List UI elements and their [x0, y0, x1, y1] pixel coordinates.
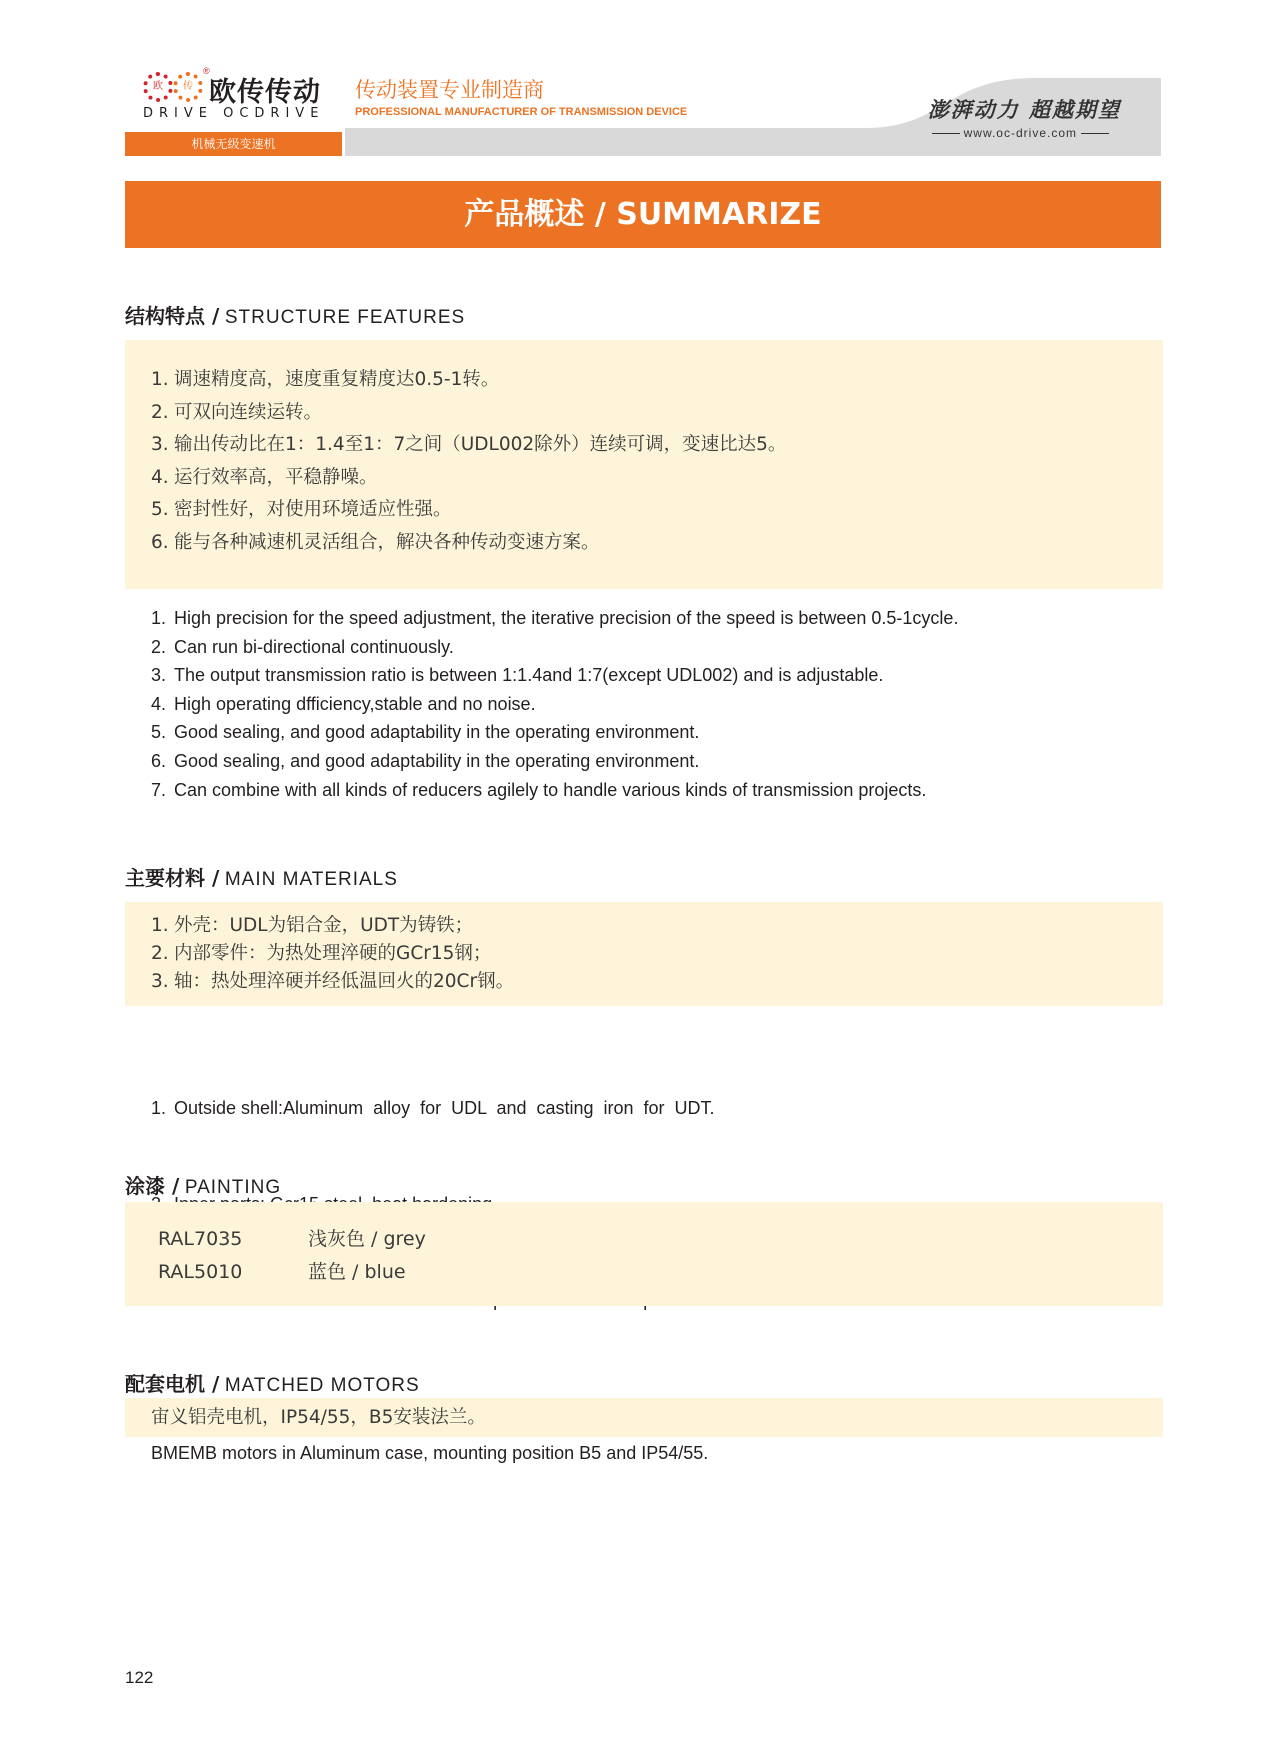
materials-cn-box [125, 902, 1163, 1006]
page-header [125, 66, 1161, 156]
structure-cn-list [151, 364, 786, 559]
list-item: 5. 密封性好，对使用环境适应性强。 [151, 499, 452, 520]
section-heading-structure [125, 300, 465, 329]
section-heading-painting [125, 1170, 281, 1199]
list-item: 3. The output transmission ratio is between 1:1.4and 1:7(except UDL002) and is adjustable. [151, 665, 884, 686]
painting-box [125, 1202, 1163, 1306]
page-number: 122 [125, 1668, 154, 1687]
motors-en-text: BMEMB motors in Aluminum case, mounting position B5 and IP54/55. [151, 1443, 709, 1463]
list-item: 6. Good sealing, and good adaptability in the operating environment. [151, 750, 700, 771]
list-item: 4. 运行效率高，平稳静噪。 [151, 466, 378, 488]
list-item: 1. High precision for the speed adjustment, the iterative precision of the speed is between 0.5-1cycle. [151, 608, 959, 628]
page-title: 产品概述 / SUMMARIZE [125, 181, 1161, 248]
paint-code: RAL5010 [158, 1261, 243, 1283]
logo-mark-left: 欧 [143, 72, 173, 102]
heading-cn: 主要材料 / [125, 866, 220, 890]
logo-mark-right: 传 [173, 72, 203, 102]
motors-cn-box [125, 1398, 1163, 1437]
paint-code: RAL7035 [158, 1228, 243, 1250]
company-logo [143, 66, 325, 130]
tagline-en: PROFESSIONAL MANUFACTURER OF TRANSMISSION DEVICE [355, 106, 688, 118]
heading-en: MAIN MATERIALS [224, 869, 398, 890]
brand-name-en: DRIVE OCDRIVE [143, 106, 325, 121]
category-tab: 机械无级变速机 [125, 132, 342, 156]
structure-cn-box [125, 340, 1163, 589]
list-item: 1. 外壳：UDL为铝合金，UDT为铸铁； [151, 915, 474, 936]
list-item: 4. High operating dfficiency,stable and no noise. [151, 693, 536, 714]
list-item: 2. Can run bi-directional continuously. [151, 636, 454, 657]
section-heading-materials [125, 862, 398, 891]
materials-cn-list [151, 912, 514, 996]
list-item: 3. 轴：热处理淬硬并经低温回火的20Cr钢。 [151, 971, 515, 992]
paint-color: 浅灰色 / grey [308, 1228, 426, 1250]
heading-en: PAINTING [184, 1177, 282, 1198]
slogan: 澎湃动力 超越期望 [927, 97, 1121, 122]
tagline-cn: 传动装置专业制造商 [355, 78, 544, 102]
paint-row [158, 1257, 406, 1284]
section-heading-motors [125, 1368, 420, 1397]
heading-en: MATCHED MOTORS [224, 1375, 420, 1396]
heading-cn: 涂漆 / [125, 1174, 180, 1198]
paint-row [158, 1224, 426, 1251]
structure-en-list [151, 604, 958, 804]
list-item: 6. 能与各种减速机灵活组合，解决各种传动变速方案。 [151, 531, 600, 553]
list-item: 3. 输出传动比在1：1.4至1：7之间（UDL002除外）连续可调，变速比达5。 [151, 434, 787, 455]
list-item: 5. Good sealing, and good adaptability in the operating environment. [151, 722, 700, 743]
heading-cn: 结构特点 / [125, 304, 220, 328]
website-link[interactable]: www.oc-drive.com [928, 126, 1113, 140]
list-item: 7. Can combine with all kinds of reducers agilely to handle various kinds of transmission projects. [151, 779, 927, 800]
list-item: 1. 调速精度高，速度重复精度达0.5-1转。 [151, 369, 500, 390]
paint-color: 蓝色 / blue [308, 1261, 406, 1283]
heading-cn: 配套电机 / [125, 1372, 220, 1396]
list-item: 2. 可双向连续运转。 [151, 401, 323, 423]
registered-mark: ® [203, 66, 210, 76]
list-item: 1. Outside shell:Aluminum alloy for UDL and casting iron for UDT. [151, 1098, 715, 1118]
list-item: 2. 内部零件：为热处理淬硬的GCr15钢； [151, 943, 492, 964]
motors-cn-text: 宙义铝壳电机，IP54/55，B5安装法兰。 [151, 1407, 486, 1428]
heading-en: STRUCTURE FEATURES [224, 307, 466, 328]
brand-name-cn: 欧传传动 [209, 77, 321, 108]
